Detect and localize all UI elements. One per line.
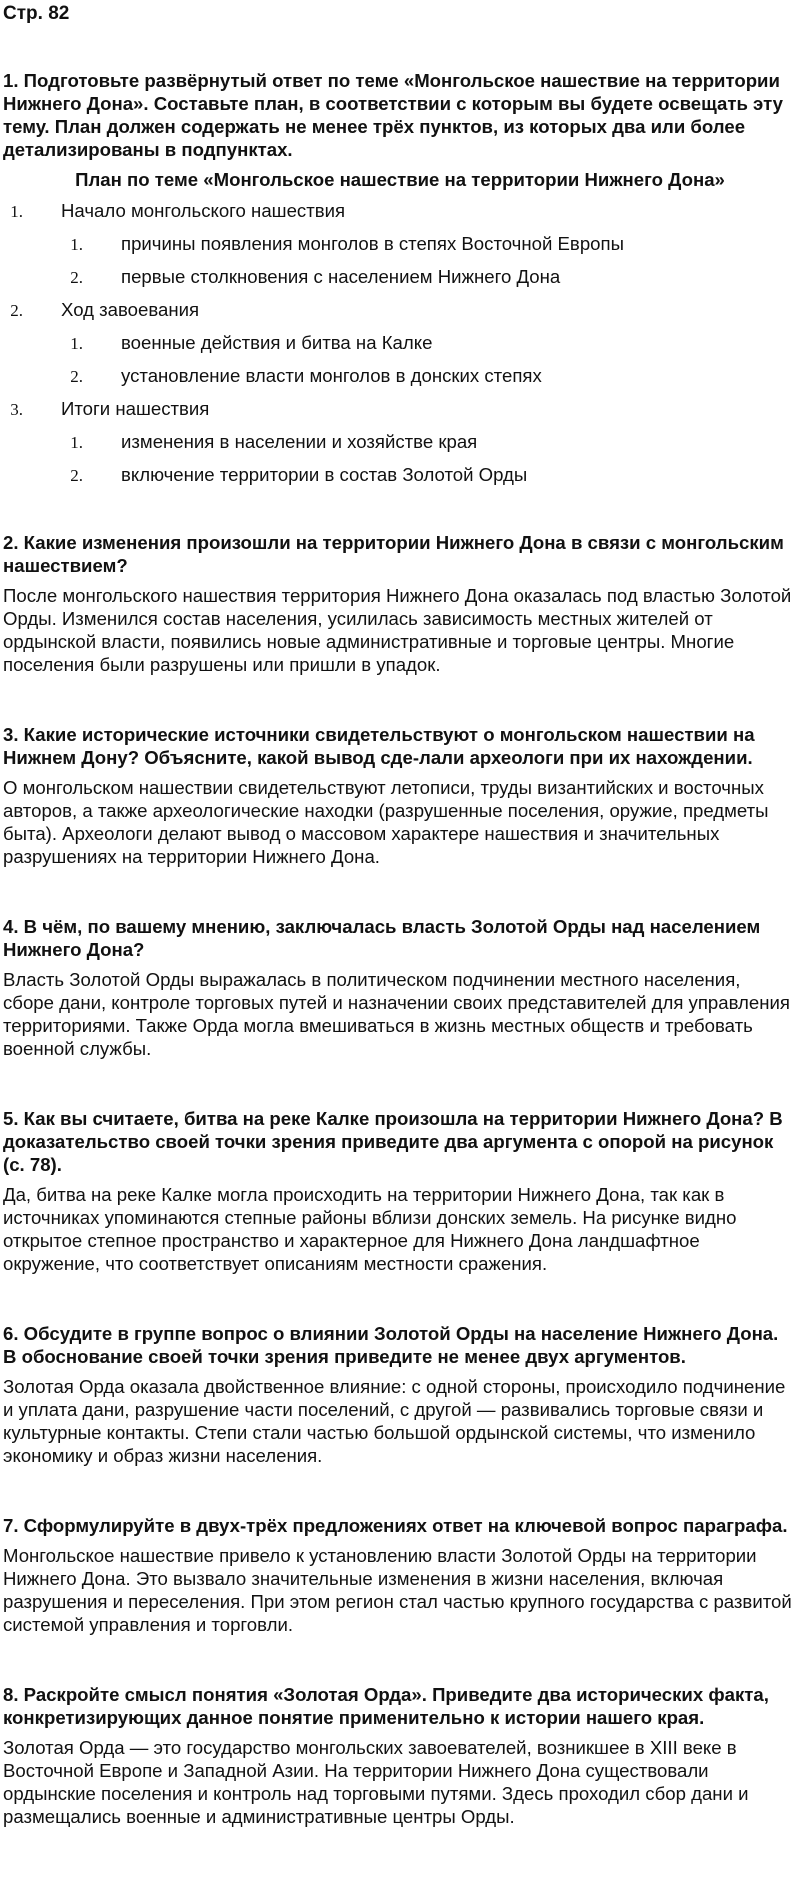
question-block-1 (3, 69, 797, 491)
plan-subitem-number: 2. (70, 466, 83, 485)
plan-subitem (3, 458, 797, 491)
plan-item-2 (3, 293, 797, 392)
answer-3: О монгольском нашествии свидетельствуют летописи, труды византийских и восточных авторов, а также археологические находки (разрушенные поселения, оружие, предметы быта). Археологи делают вывод о массовом характере нашествия и значительных разрушениях на территории Нижнего Дона. (3, 777, 769, 867)
plan-subitem-number: 2. (70, 268, 83, 287)
question-8: 8. Раскройте смысл понятия «Золотая Орда». Приведите два исторических факта, конкретизирующих данное понятие применительно к истории нашего края. (3, 1684, 769, 1728)
plan-item-3 (3, 392, 797, 491)
plan-subitem (3, 260, 797, 293)
plan-subitem-text: установление власти монголов в донских степях (121, 365, 542, 386)
question-block-5 (3, 1107, 797, 1275)
plan-subitem-number: 1. (70, 235, 83, 254)
question-2: 2. Какие изменения произошли на территории Нижнего Дона в связи с монгольским нашествием? (3, 532, 784, 576)
plan-subitem-number: 1. (70, 433, 83, 452)
plan-subitem-text: первые столкновения с населением Нижнего Дона (121, 266, 561, 287)
question-block-7 (3, 1514, 797, 1636)
question-block-2 (3, 531, 797, 676)
plan-title: План по теме «Монгольское нашествие на территории Нижнего Дона» (75, 169, 725, 190)
plan-sublist (3, 227, 797, 293)
plan-item-text: Ход завоевания (61, 299, 200, 320)
plan-subitem-text: изменения в населении и хозяйстве края (121, 431, 478, 452)
question-3: 3. Какие исторические источники свидетельствуют о монгольском нашествии на Нижнем Дону? Объясните, какой вывод сде-лали археологи при их нахождении. (3, 724, 755, 768)
answer-5: Да, битва на реке Калке могла происходить на территории Нижнего Дона, так как в источниках упоминаются степные районы вблизи донских земель. На рисунке видно открытое степное пространство и характерное для Нижнего Дона ландшафтное окружение, что соответствует описаниям местности сражения. (3, 1184, 737, 1274)
plan-item-text: Итоги нашествия (61, 398, 210, 419)
question-block-4 (3, 915, 797, 1060)
question-block-3 (3, 723, 797, 868)
plan-item-text: Начало монгольского нашествия (61, 200, 346, 221)
answer-7: Монгольское нашествие привело к установлению власти Золотой Орды на территории Нижнего Дона. Это вызвало значительные изменения в жизни населения, включая разрушения и переселения. При этом регион стал частью крупного государства с развитой системой управления и торговли. (3, 1545, 792, 1635)
plan-subitem (3, 227, 797, 260)
plan-sublist (3, 326, 797, 392)
plan-subitem-text: включение территории в состав Золотой Орды (121, 464, 528, 485)
plan-subitem (3, 359, 797, 392)
plan-subitem-text: военные действия и битва на Калке (121, 332, 433, 353)
question-block-6 (3, 1322, 797, 1467)
question-4: 4. В чём, по вашему мнению, заключалась власть Золотой Орды над населением Нижнего Дона? (3, 916, 761, 960)
plan-subitem-text: причины появления монголов в степях Восточной Европы (121, 233, 624, 254)
plan-list (3, 194, 797, 491)
plan-subitem (3, 425, 797, 458)
answer-4: Власть Золотой Орды выражалась в политическом подчинении местного населения, сборе дани, контроле торговых путей и назначении своих представителей для управления территориями. Также Орда могла вмешиваться в жизнь местных обществ и требовать военной службы. (3, 969, 790, 1059)
plan-subitem-number: 2. (70, 367, 83, 386)
page-label: Стр. 82 (3, 3, 70, 24)
question-1: 1. Подготовьте развёрнутый ответ по теме «Монгольское нашествие на территории Нижнего Дона». Составьте план, в соответствии с которым вы будете освещать эту тему. План должен содержать не менее трёх пунктов, из которых два или более детализированы в подпунктах. (3, 70, 783, 160)
question-6: 6. Обсудите в группе вопрос о влиянии Золотой Орды на население Нижнего Дона. В обоснование своей точки зрения приведите не менее двух аргументов. (3, 1323, 779, 1367)
plan-subitem-number: 1. (70, 334, 83, 353)
plan-item-number: 2. (10, 301, 23, 320)
plan-item-1 (3, 194, 797, 293)
plan-item-number: 3. (10, 400, 23, 419)
answer-6: Золотая Орда оказала двойственное влияние: с одной стороны, происходило подчинение и уплата дани, разрушение части поселений, с другой — развивались торговые связи и культурные контакты. Степи стали частью большой ордынской системы, что изменило экономику и образ жизни населения. (3, 1376, 786, 1466)
question-7: 7. Сформулируйте в двух-трёх предложениях ответ на ключевой вопрос параграфа. (3, 1515, 788, 1536)
question-5: 5. Как вы считаете, битва на реке Калке произошла на территории Нижнего Дона? В доказательство своей точки зрения приведите два аргумента с опорой на рисунок (с. 78). (3, 1108, 783, 1175)
plan-subitem (3, 326, 797, 359)
question-block-8 (3, 1683, 797, 1828)
plan-item-number: 1. (10, 202, 23, 221)
plan-sublist (3, 425, 797, 491)
answer-8: Золотая Орда — это государство монгольских завоевателей, возникшее в XIII веке в Восточной Европе и Западной Азии. На территории Нижнего Дона существовали ордынские поселения и контроль над торговыми путями. Здесь проходил сбор дани и размещались военные и административные центры Орды. (3, 1737, 749, 1827)
answer-2: После монгольского нашествия территория Нижнего Дона оказалась под властью Золотой Орды. Изменился состав населения, усилилась зависимость местных жителей от ордынской власти, появились новые административные и торговые центры. Многие поселения были разрушены или пришли в упадок. (3, 585, 792, 675)
